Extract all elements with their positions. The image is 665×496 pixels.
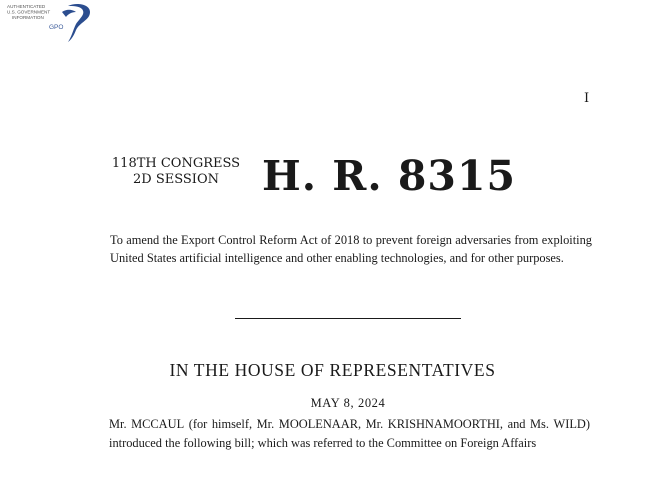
gpo-authentication-seal [6, 2, 96, 44]
bill-purpose: To amend the Export Control Reform Act of 2018 to prevent foreign adversaries from exploiting United States artificial intelligence and other enabling technologies, and for other purposes. [110, 233, 592, 265]
gpo-eagle-icon [6, 2, 96, 44]
sponsor-separator: , and Ms. [499, 417, 554, 431]
cosponsor-name: MOOLENAAR [278, 417, 358, 431]
sponsor-name: MCCAUL [131, 417, 185, 431]
introduction-date: MAY 8, 2024 [310, 396, 386, 410]
seal-line-1: AUTHENTICATED [7, 4, 46, 9]
sponsor-title: Mr. [109, 417, 132, 431]
seal-line-4: GPO [49, 24, 64, 31]
sponsor-statement [109, 415, 590, 453]
sponsor-separator: , Mr. [357, 417, 388, 431]
chamber-heading: IN THE HOUSE OF REPRESENTATIVES [169, 360, 496, 380]
seal-line-2: U.S. GOVERNMENT [7, 9, 51, 15]
cosponsor-name: WILD [553, 417, 586, 431]
separator-rule [235, 318, 461, 319]
cosponsor-name: KRISHNAMOORTHI [387, 417, 500, 431]
seal-line-3: INFORMATION [12, 15, 44, 20]
congress-number: 118TH CONGRESS [111, 156, 241, 171]
session-number: 2D SESSION [133, 172, 219, 187]
page-marker: I [584, 91, 590, 106]
bill-number: H. R. 8315 [262, 152, 517, 200]
referral-text: ) introduced the following bill; which was referred to the Committee on Foreign Affairs [109, 417, 591, 450]
congress-session-block [108, 156, 244, 188]
sponsor-text-after: (for himself, Mr. [184, 417, 279, 431]
